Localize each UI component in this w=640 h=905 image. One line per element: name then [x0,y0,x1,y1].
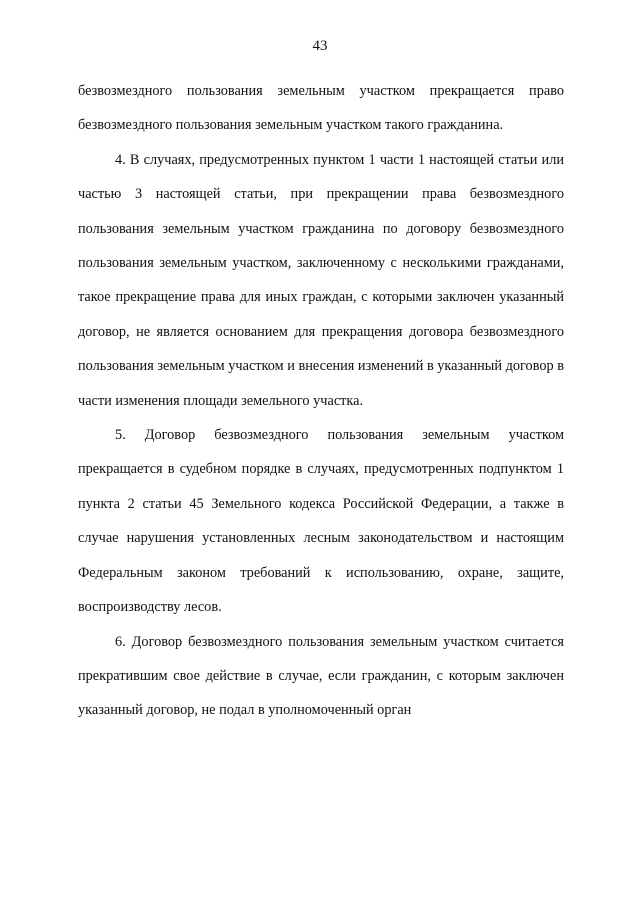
paragraph-item-6: 6. Договор безвозмездного пользования земельным участком считается прекратившим свое действие в случае, если гражданин, с которым заключен указанный договор, не подал в уполномоченный орган [78,633,564,719]
paragraph-item-4: 4. В случаях, предусмотренных пунктом 1 части 1 настоящей статьи или частью 3 настоящей статьи, при прекращении права безвозмездного пользования земельным участком гражданина по договору безвозмездного пользования земельным участком, заключенному с несколькими гражданами, такое прекращение права для иных граждан, с которыми заключен указанный договор, не является основанием для прекращения договора безвозмездного пользования земельным участком и внесения изменений в указанный договор в части изменения площади земельного участка. [78,151,564,409]
document-body [78,74,564,728]
paragraph-continuation: безвозмездного пользования земельным участком прекращается право безвозмездного пользования земельным участком такого гражданина. [78,83,564,134]
page-number: 43 [312,38,328,54]
paragraph-item-5: 5. Договор безвозмездного пользования земельным участком прекращается в судебном порядке в случаях, предусмотренных подпунктом 1 пункта 2 статьи 45 Земельного кодекса Российской Федерации, а также в случае нарушения установленных лесным законодательством и настоящим Федеральным законом требований к использованию, охране, защите, воспроизводству лесов. [78,427,564,616]
